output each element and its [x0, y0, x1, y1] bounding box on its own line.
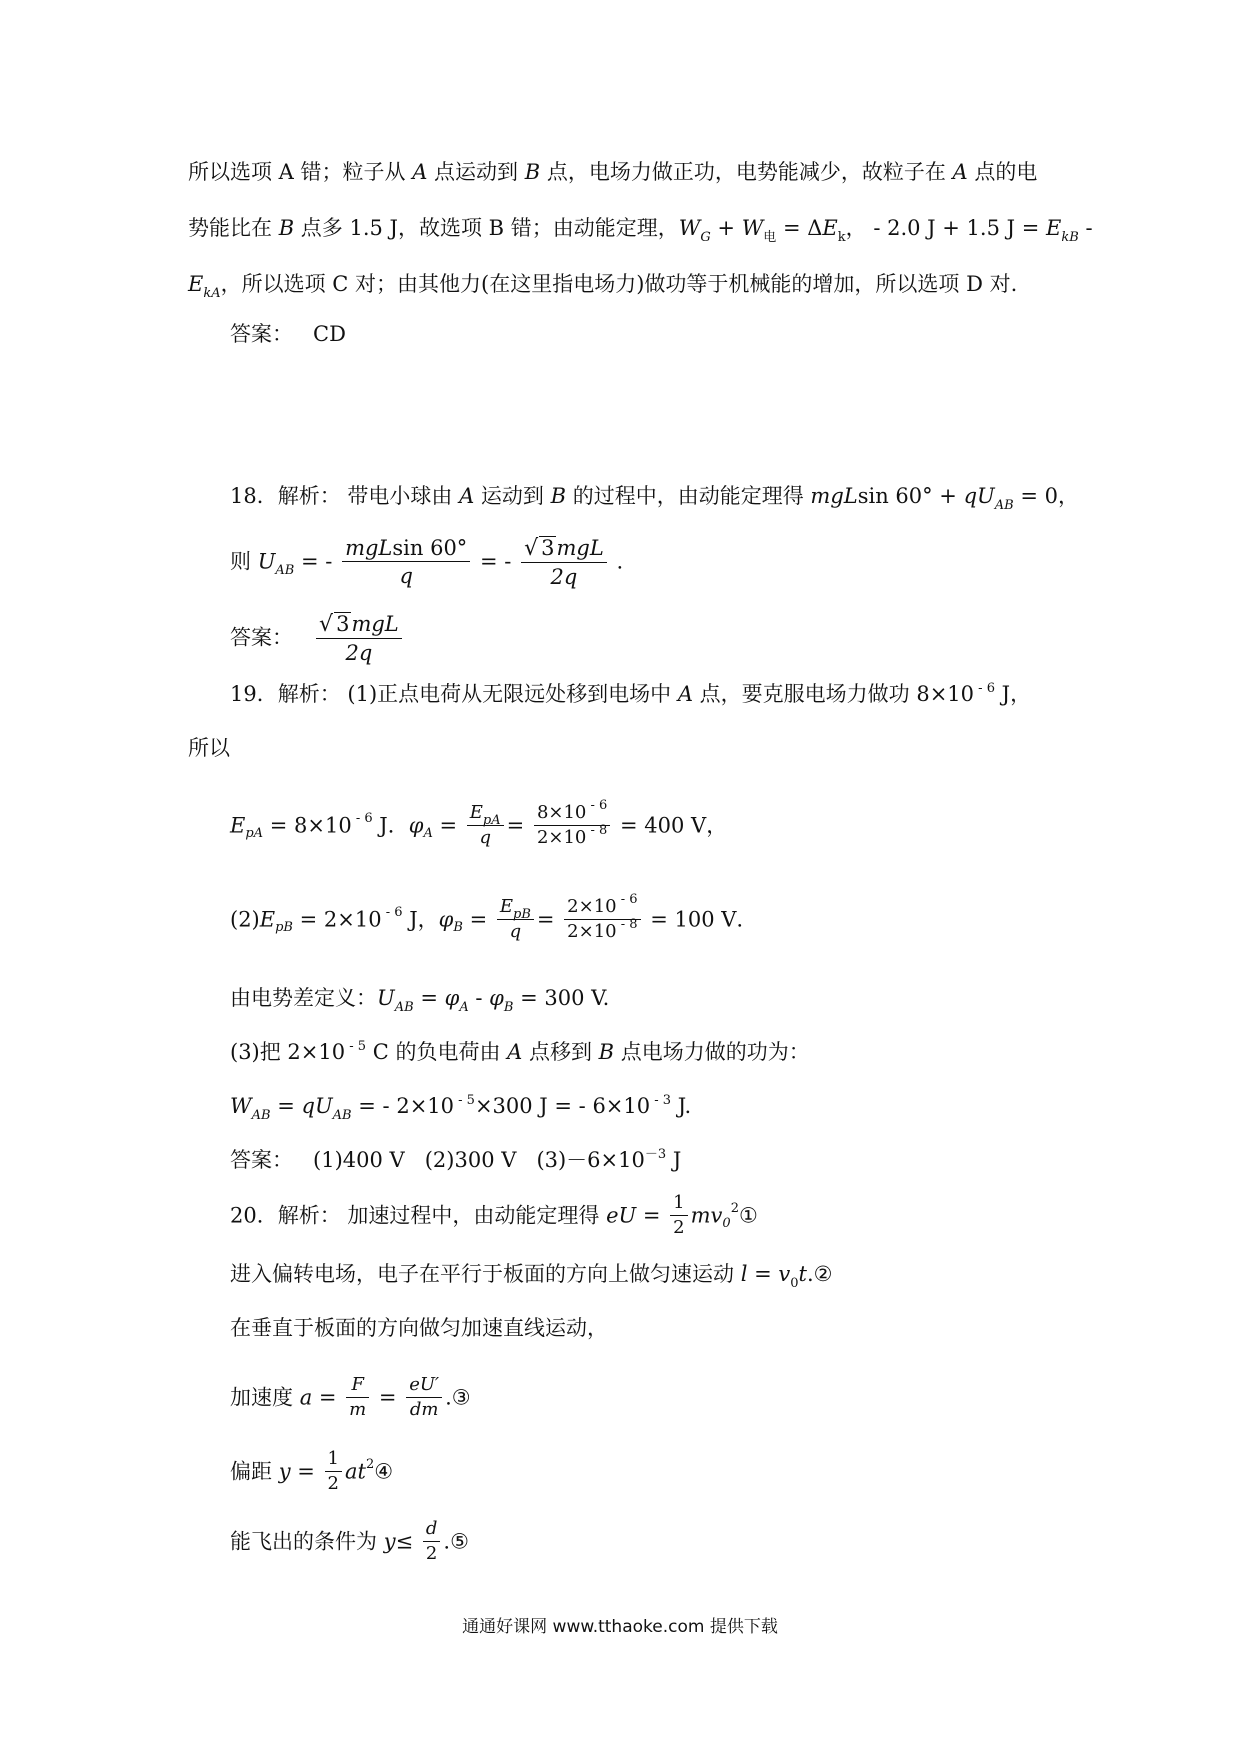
p19-potential-a: $E_{pA} = 8\times 10$ $^{- 6}$ J．$\varphi_A$ = $\frac{E_{pA}}{q}$ = $\frac{8\times 10 ^{- 6}}{2\times 10 ^{- 8}}$ = 400 V，: [230, 798, 728, 848]
p19-potential-difference: 由电势差定义：$U_{AB} = \varphi_A - \varphi_B = 300$ V.: [230, 986, 610, 1015]
page-footer: 通通好课网 www.tthaoke.com 提供下载: [462, 1617, 778, 1637]
p20-uniform-motion: 进入偏转电场，电子在平行于板面的方向上做匀速运动 $l = v_0t.②$: [230, 1262, 833, 1291]
fraction-mgl-sin60-over-q: $\frac{\text{mgLsin 60°}}{q}$: [342, 537, 470, 587]
p19-potential-b: $(2)E_{pB} = 2\times 10$ $^{- 6}$ J，$\varphi_B$ = $\frac{E_{pB}}{q}$ = $\frac{2\times 10 ^{- 6}}{2\times 10 ^{- 8}}$ = 100 V．: [230, 892, 758, 942]
p18-result-equation: 则 $U_{AB}$ = - $\frac{\text{mgLsin 60°}}{q}$ = - $\frac{\text{√ 3mgL}}{2q}$ .: [230, 536, 624, 590]
p20-accel-motion: 在垂直于板面的方向做匀加速直线运动，: [230, 1316, 608, 1340]
p17-answer: [230, 324, 346, 345]
answer-label: 答案：: [230, 322, 293, 346]
answer-fraction: $\frac{\text{√ 3mgL}}{2q}$: [316, 612, 402, 664]
p20-offset: 偏距 y = $\frac{1}{2}$ $at^2④$: [230, 1448, 394, 1494]
answer-value: CD: [313, 322, 346, 346]
answer-label: 答案：: [230, 625, 293, 650]
p19-part3: (3)把 2×10 $^{- 5}$ C 的负电荷由 A 点移到 B 点电场力做的功为：: [230, 1039, 810, 1064]
fraction-root3-mgl-over-2q: $\frac{\text{√ 3mgL}}{2q}$: [521, 536, 607, 588]
p18-heading: 18．解析： 带电小球由 A 运动到 B 的过程中，由动能定理得 mgLsin $60^\circ + qU_{AB} = 0$，: [230, 484, 1080, 513]
p19-answer: 答案： (1)400 V (2)300 V $(3)-6\times 10^{-3}$ J: [230, 1147, 682, 1172]
p20-acceleration: 加速度 a = $\frac{F}{m}$ = $\frac{eU'}{dm}$ .③: [230, 1374, 471, 1420]
p17-line-2: 势能比在 B 点多 1.5 J，故选项 B 错；由动能定理，$W_G + W_电 = \Delta E_k$， - 2.0 J + 1.5 $J = E_{kB}$ -: [188, 216, 1093, 245]
p19-work: $W_{AB} = qU_{AB}$ = - 2×10 $^{- 5}$×300 J = - 6×10 $^{- 3}$ J.: [230, 1093, 692, 1123]
sqrt-icon: √: [319, 612, 334, 637]
p20-condition: 能飞出的条件为 y≤ $\frac{d}{2}$ .⑤: [230, 1518, 469, 1564]
p20-heading: 20．解析： 加速过程中，由动能定理得 eU = $\frac{1}{2}$ $mv_0^2①$: [230, 1192, 758, 1238]
p19-heading: 19．解析： (1)正点电荷从无限远处移到电场中 A 点，要克服电场力做功 8×10 $^{- 6}$ J，: [230, 681, 1032, 706]
p18-answer: [230, 612, 405, 664]
p17-line-3: $E_{kA}$，所以选项 C 对；由其他力(在这里指电场力)做功等于机械能的增加，所以选项 D 对.: [188, 272, 1018, 301]
answer-label: 答案：: [230, 1148, 293, 1172]
p17-line-1: 所以选项 A 错；粒子从 A 点运动到 B 点，电场力做正功，电势能减少，故粒子在 A 点的电: [188, 160, 1038, 184]
p19-suoyi: 所以: [188, 736, 230, 760]
sqrt-icon: √: [524, 536, 539, 561]
